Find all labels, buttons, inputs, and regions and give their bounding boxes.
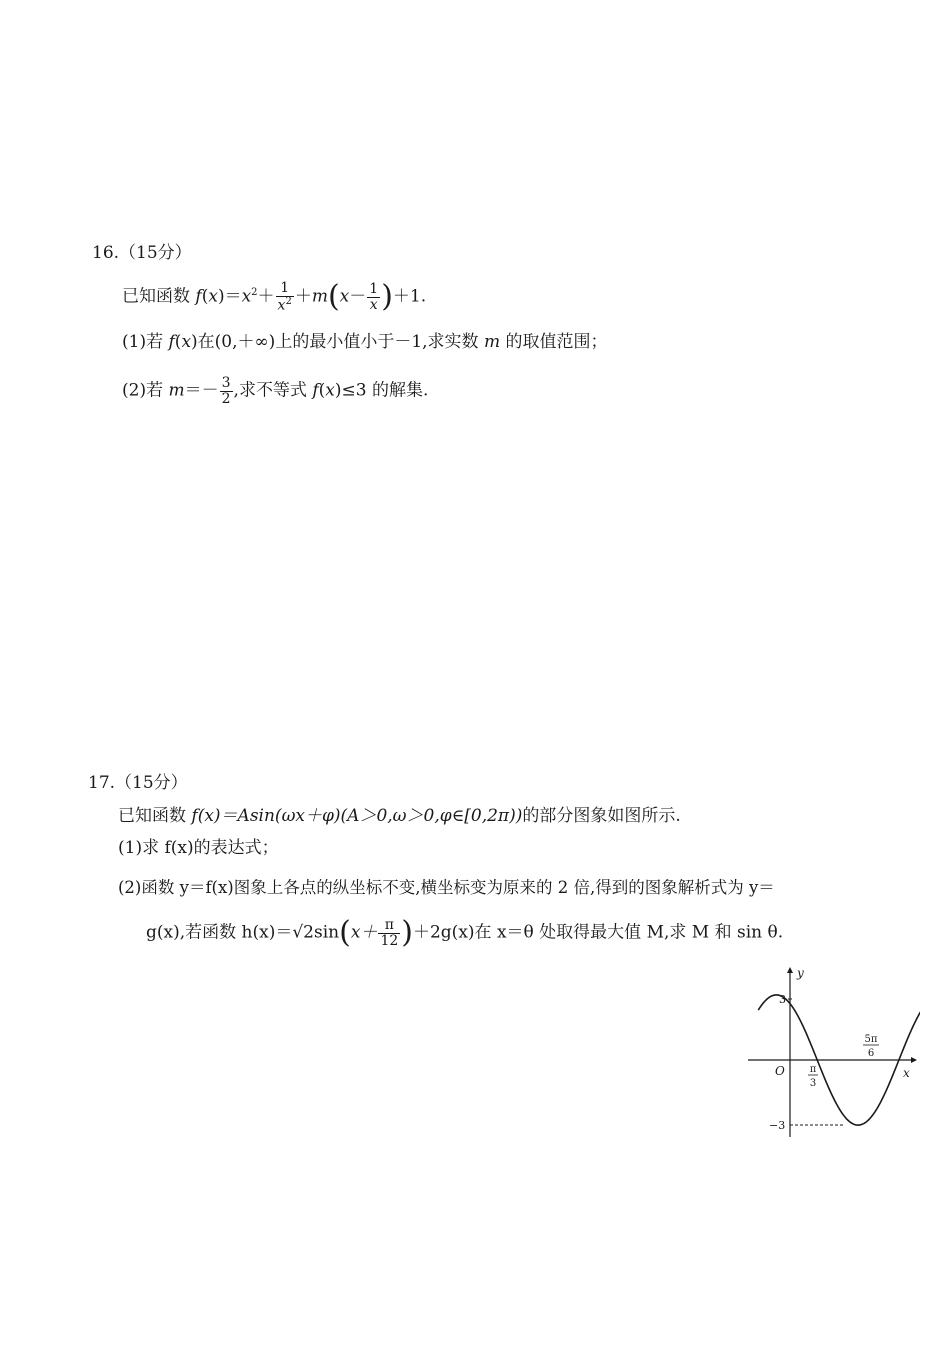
q17-part2-line1: (2)函数 y＝f(x)图象上各点的纵坐标不变,横坐标变为原来的 2 倍,得到的图象解析式为 y＝ [118,878,775,897]
x-axis-label: x [903,1066,910,1080]
origin-label: O [775,1064,785,1078]
q16-part2: (2)若 m＝－ $\frac{3}{2}$ ,求不等式 f(x)≤3 的解集. [122,375,429,407]
frac-pi-over-12: $\frac{\pi}{12}$ [380,917,399,949]
y-tick-neg3: −3 [769,1119,786,1132]
frac-3-over-2: $\frac{3}{2}$ [221,375,231,407]
y-tick-3: 3 [779,993,786,1006]
tick-5pi6-den: 6 [867,1048,875,1059]
tick-5pi6-num: 5π [864,1034,878,1045]
tick-pi3-den: 3 [809,1078,817,1089]
q17-stem: 已知函数 f(x)＝Asin(ωx＋φ)(A＞0,ω＞0,φ∈[0,2π))的部分图象如图所示. [118,806,681,826]
q17-part2-line2: g(x),若函数 h(x)＝√2sin(x＋ $\frac{\pi}{12}$ )＋2g(x)在 x＝θ 处取得最大值 M,求 M 和 sin θ. [146,915,784,951]
q17-part1: (1)求 f(x)的表达式； [118,838,279,858]
q16-number: 16.（15分） [92,243,192,263]
y-axis-label: y [797,966,804,980]
frac-1-over-x2: $\frac{1}{x^2}$ [277,280,292,314]
q16-stem: 已知函数 $f(x)=x^2+$ $\frac{1}{x^2}$ ＋m(x－ $\frac{1}{x}$ )＋1. [122,279,427,315]
q16-part1: (1)若 f(x)在(0,＋∞)上的最小值小于－1,求实数 m 的取值范围； [122,332,608,352]
tick-pi3-num: π [809,1064,817,1075]
y-axis-arrow-icon [787,967,793,973]
sine-graph [745,965,920,1140]
frac-1-over-x: $\frac{1}{x}$ [369,280,379,313]
q17-number: 17.（15分） [88,773,188,793]
x-axis-arrow-icon [911,1057,917,1063]
